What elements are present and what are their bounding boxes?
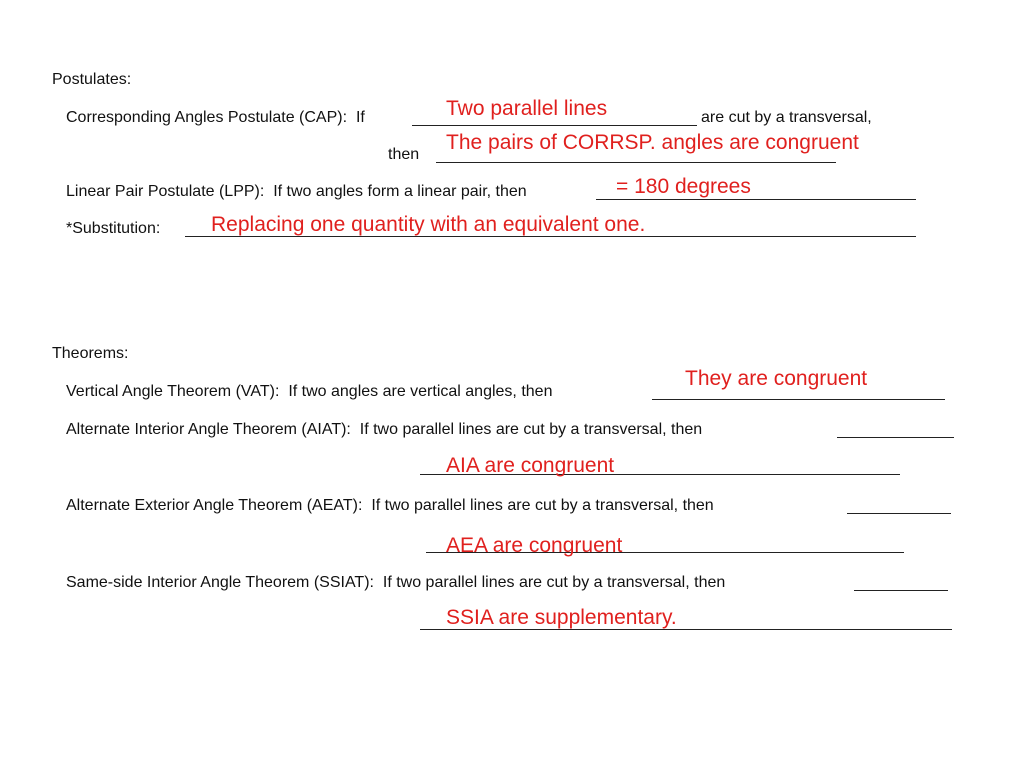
aeat-answer: AEA are congruent	[446, 534, 623, 557]
vat-text: If two angles are vertical angles, then	[288, 383, 553, 400]
cap-blank-2[interactable]	[436, 162, 836, 163]
cap-middle-text: are cut by a transversal,	[701, 109, 872, 126]
aeat-text: If two parallel lines are cut by a transversal, then	[371, 497, 714, 514]
aiat-line	[66, 420, 702, 440]
ssiat-answer: SSIA are supplementary.	[446, 606, 677, 629]
cap-answer-2: The pairs of CORRSP. angles are congruent	[446, 131, 859, 154]
lpp-blank[interactable]	[596, 199, 916, 200]
lpp-line	[66, 182, 527, 202]
aeat-line	[66, 496, 714, 516]
vat-blank[interactable]	[652, 399, 945, 400]
aiat-answer: AIA are congruent	[446, 454, 615, 477]
aeat-label: Alternate Exterior Angle Theorem (AEAT):	[66, 497, 363, 514]
ssiat-text: If two parallel lines are cut by a transversal, then	[382, 574, 726, 591]
postulates-heading: Postulates:	[52, 71, 132, 88]
ssiat-line	[66, 573, 725, 593]
vat-line	[66, 382, 552, 402]
cap-if-word: If	[355, 109, 365, 126]
substitution-label: *Substitution:	[66, 220, 161, 237]
cap-label	[66, 108, 365, 128]
aeat-blank-1[interactable]	[847, 513, 951, 514]
lpp-answer: = 180 degrees	[616, 175, 751, 198]
aiat-blank-1[interactable]	[837, 437, 954, 438]
cap-then-word: then	[388, 146, 420, 163]
cap-answer-1: Two parallel lines	[446, 97, 608, 120]
vat-label: Vertical Angle Theorem (VAT):	[66, 383, 280, 400]
vat-answer: They are congruent	[685, 367, 868, 390]
aiat-text: If two parallel lines are cut by a transversal, then	[359, 421, 703, 438]
aiat-label: Alternate Interior Angle Theorem (AIAT):	[66, 421, 351, 438]
cap-name: Corresponding Angles Postulate (CAP):	[66, 109, 348, 126]
ssiat-label: Same-side Interior Angle Theorem (SSIAT):	[66, 574, 374, 591]
substitution-answer: Replacing one quantity with an equivalent one.	[211, 213, 646, 236]
theorems-heading: Theorems:	[52, 345, 129, 362]
cap-blank-1[interactable]	[412, 125, 697, 126]
lpp-label: Linear Pair Postulate (LPP):	[66, 183, 265, 200]
ssiat-blank-1[interactable]	[854, 590, 948, 591]
lpp-text: If two angles form a linear pair, then	[273, 183, 527, 200]
